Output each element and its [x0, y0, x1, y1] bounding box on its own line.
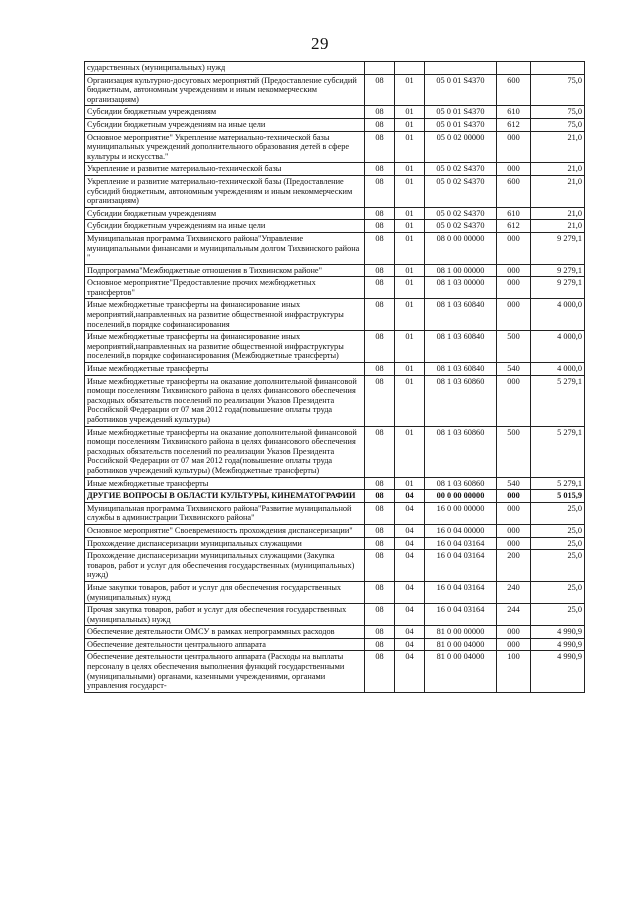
cell-section: 08	[365, 131, 395, 163]
cell-name: Субсидии бюджетным учреждениям на иные цели	[85, 220, 365, 233]
cell-amount	[531, 62, 585, 75]
cell-subsection: 01	[395, 375, 425, 426]
cell-section: 08	[365, 426, 395, 477]
cell-name: Муниципальная программа Тихвинского района"Управление муниципальными финансами и муниципальным долгом Тихвинского района "	[85, 232, 365, 264]
cell-target-article: 81 0 00 04000	[425, 651, 497, 692]
cell-expense-type: 540	[497, 363, 531, 376]
cell-target-article: 81 0 00 00000	[425, 626, 497, 639]
cell-name: Обеспечение деятельности центрального аппарата	[85, 638, 365, 651]
cell-name: Иные межбюджетные трансферты на оказание дополнительной финансовой помощи поселениям Тихвинского района в целях финансового обеспечения расходных обязательств поселений по реализации Указов Президента Российской Федерации от 07 мая 2012 года(повышение оплаты труда работников учреждений культуры)	[85, 375, 365, 426]
cell-amount: 21,0	[531, 207, 585, 220]
cell-expense-type: 000	[497, 277, 531, 299]
cell-section: 08	[365, 118, 395, 131]
cell-section: 08	[365, 651, 395, 692]
cell-section: 08	[365, 490, 395, 503]
cell-subsection	[395, 62, 425, 75]
cell-subsection: 04	[395, 626, 425, 639]
cell-target-article: 08 1 03 60840	[425, 363, 497, 376]
table-row	[85, 74, 585, 106]
table-row	[85, 524, 585, 537]
cell-amount: 25,0	[531, 604, 585, 626]
cell-expense-type: 000	[497, 502, 531, 524]
table-row	[85, 375, 585, 426]
cell-expense-type: 240	[497, 581, 531, 603]
cell-amount: 21,0	[531, 131, 585, 163]
cell-expense-type	[497, 62, 531, 75]
cell-amount: 5 279,1	[531, 426, 585, 477]
cell-subsection: 01	[395, 131, 425, 163]
cell-target-article: 08 1 00 00000	[425, 264, 497, 277]
cell-name: Основное мероприятие"Предоставление прочих межбюджетных трансфертов"	[85, 277, 365, 299]
cell-expense-type: 244	[497, 604, 531, 626]
cell-amount: 21,0	[531, 175, 585, 207]
cell-expense-type: 612	[497, 220, 531, 233]
cell-expense-type: 000	[497, 638, 531, 651]
cell-section: 08	[365, 581, 395, 603]
cell-amount: 9 279,1	[531, 264, 585, 277]
table-row	[85, 62, 585, 75]
cell-target-article: 16 0 04 03164	[425, 581, 497, 603]
cell-expense-type: 000	[497, 264, 531, 277]
cell-expense-type: 610	[497, 106, 531, 119]
cell-amount: 25,0	[531, 537, 585, 550]
cell-name: Прохождение диспансеризации муниципальных служащими (Закупка товаров, работ и услуг для обеспечения государственных (муниципальных) нужд)	[85, 550, 365, 582]
cell-section: 08	[365, 638, 395, 651]
cell-subsection: 04	[395, 638, 425, 651]
cell-subsection: 01	[395, 175, 425, 207]
cell-section: 08	[365, 220, 395, 233]
cell-expense-type: 540	[497, 477, 531, 490]
cell-target-article: 05 0 02 S4370	[425, 163, 497, 176]
cell-subsection: 04	[395, 524, 425, 537]
cell-target-article: 08 1 03 00000	[425, 277, 497, 299]
cell-section: 08	[365, 232, 395, 264]
cell-section: 08	[365, 163, 395, 176]
cell-target-article: 16 0 04 03164	[425, 604, 497, 626]
cell-expense-type: 100	[497, 651, 531, 692]
cell-section: 08	[365, 207, 395, 220]
cell-subsection: 01	[395, 118, 425, 131]
cell-name: Подпрограмма"Межбюджетные отношения в Тихвинском районе"	[85, 264, 365, 277]
cell-expense-type: 610	[497, 207, 531, 220]
cell-amount: 25,0	[531, 581, 585, 603]
cell-section: 08	[365, 299, 395, 331]
cell-amount: 4 000,0	[531, 331, 585, 363]
cell-amount: 4 000,0	[531, 363, 585, 376]
cell-target-article: 16 0 00 00000	[425, 502, 497, 524]
cell-name: Иные межбюджетные трансферты на финансирование иных мероприятий,направленных на развитие общественной инфраструктуры поселений,в порядке софинансирования (Межбюджетные трансферты)	[85, 331, 365, 363]
cell-expense-type: 000	[497, 490, 531, 503]
cell-target-article: 05 0 02 S4370	[425, 220, 497, 233]
cell-expense-type: 200	[497, 550, 531, 582]
cell-section: 08	[365, 277, 395, 299]
cell-amount: 75,0	[531, 106, 585, 119]
cell-subsection: 01	[395, 74, 425, 106]
cell-subsection: 01	[395, 299, 425, 331]
cell-expense-type: 612	[497, 118, 531, 131]
cell-name: сударственных (муниципальных) нужд	[85, 62, 365, 75]
table-row	[85, 220, 585, 233]
cell-target-article: 08 1 03 60860	[425, 477, 497, 490]
cell-section: 08	[365, 524, 395, 537]
cell-section: 08	[365, 175, 395, 207]
table-row	[85, 331, 585, 363]
cell-target-article: 05 0 01 S4370	[425, 118, 497, 131]
cell-target-article: 81 0 00 04000	[425, 638, 497, 651]
cell-subsection: 04	[395, 502, 425, 524]
cell-expense-type: 000	[497, 232, 531, 264]
cell-name: Укрепление и развитие материально-технической базы	[85, 163, 365, 176]
cell-section: 08	[365, 363, 395, 376]
cell-subsection: 04	[395, 581, 425, 603]
table-row	[85, 207, 585, 220]
cell-section: 08	[365, 537, 395, 550]
cell-subsection: 01	[395, 331, 425, 363]
cell-expense-type: 600	[497, 175, 531, 207]
cell-target-article: 08 1 03 60840	[425, 299, 497, 331]
table-row	[85, 299, 585, 331]
cell-expense-type: 000	[497, 524, 531, 537]
cell-name: Основное мероприятие" Своевременность прохождения диспансеризации"	[85, 524, 365, 537]
cell-section: 08	[365, 331, 395, 363]
cell-section: 08	[365, 106, 395, 119]
cell-expense-type: 600	[497, 74, 531, 106]
cell-amount: 5 015,9	[531, 490, 585, 503]
cell-section: 08	[365, 502, 395, 524]
cell-amount: 25,0	[531, 524, 585, 537]
table-row	[85, 363, 585, 376]
cell-subsection: 01	[395, 106, 425, 119]
cell-target-article: 08 1 03 60860	[425, 375, 497, 426]
cell-subsection: 01	[395, 477, 425, 490]
cell-target-article: 08 1 03 60840	[425, 331, 497, 363]
cell-section: 08	[365, 375, 395, 426]
cell-target-article: 16 0 04 00000	[425, 524, 497, 537]
cell-amount: 25,0	[531, 502, 585, 524]
cell-subsection: 04	[395, 490, 425, 503]
cell-name: Иные закупки товаров, работ и услуг для обеспечения государственных (муниципальных) нужд	[85, 581, 365, 603]
cell-name: Прочая закупка товаров, работ и услуг для обеспечения государственных (муниципальных) нужд	[85, 604, 365, 626]
table-row	[85, 106, 585, 119]
table-row	[85, 490, 585, 503]
table-row	[85, 175, 585, 207]
cell-name: Иные межбюджетные трансферты	[85, 363, 365, 376]
table-row	[85, 163, 585, 176]
cell-expense-type: 000	[497, 537, 531, 550]
table-row	[85, 277, 585, 299]
budget-table	[84, 61, 585, 693]
table-row	[85, 581, 585, 603]
cell-name: Иные межбюджетные трансферты	[85, 477, 365, 490]
cell-subsection: 01	[395, 232, 425, 264]
cell-name: Обеспечение деятельности ОМСУ в рамках непрограммных расходов	[85, 626, 365, 639]
cell-amount: 21,0	[531, 220, 585, 233]
cell-amount: 5 279,1	[531, 375, 585, 426]
cell-amount: 4 990,9	[531, 638, 585, 651]
table-row	[85, 537, 585, 550]
cell-expense-type: 000	[497, 375, 531, 426]
cell-name: Основное мероприятие" Укрепление материально-технической базы муниципальных учреждений дополнительного образования детей в сфере культуры и искусства."	[85, 131, 365, 163]
table-row	[85, 232, 585, 264]
table-row	[85, 550, 585, 582]
cell-subsection: 01	[395, 363, 425, 376]
cell-name: Муниципальная программа Тихвинского района"Развитие муниципальной службы в администрации Тихвинского района"	[85, 502, 365, 524]
cell-expense-type: 000	[497, 626, 531, 639]
cell-subsection: 04	[395, 537, 425, 550]
table-row	[85, 264, 585, 277]
cell-name: Прохождение диспансеризации муниципальных служащими	[85, 537, 365, 550]
budget-table-body	[85, 62, 585, 693]
cell-name: Обеспечение деятельности центрального аппарата (Расходы на выплаты персоналу в целях обеспечения выполнения функций государственными (муниципальными) органами, казенными учреждениями, органами управления государст-	[85, 651, 365, 692]
table-row	[85, 638, 585, 651]
cell-section	[365, 62, 395, 75]
cell-subsection: 01	[395, 207, 425, 220]
cell-amount: 75,0	[531, 74, 585, 106]
table-row	[85, 118, 585, 131]
cell-target-article: 08 0 00 00000	[425, 232, 497, 264]
cell-name: Субсидии бюджетным учреждениям	[85, 207, 365, 220]
cell-subsection: 01	[395, 163, 425, 176]
cell-amount: 4 990,9	[531, 626, 585, 639]
cell-target-article: 16 0 04 03164	[425, 537, 497, 550]
cell-name: Иные межбюджетные трансферты на финансирование иных мероприятий,направленных на развитие общественной инфраструктуры поселений,в порядке софинансирования	[85, 299, 365, 331]
cell-name: Организация культурно-досуговых мероприятий (Предоставление субсидий бюджетным, автономным учреждениям и иным некоммерческим организациям)	[85, 74, 365, 106]
cell-target-article: 05 0 01 S4370	[425, 106, 497, 119]
cell-expense-type: 500	[497, 426, 531, 477]
cell-target-article	[425, 62, 497, 75]
cell-name: Субсидии бюджетным учреждениям на иные цели	[85, 118, 365, 131]
cell-section: 08	[365, 604, 395, 626]
cell-subsection: 04	[395, 550, 425, 582]
cell-name: Субсидии бюджетным учреждениям	[85, 106, 365, 119]
cell-name: ДРУГИЕ ВОПРОСЫ В ОБЛАСТИ КУЛЬТУРЫ, КИНЕМАТОГРАФИИ	[85, 490, 365, 503]
cell-section: 08	[365, 550, 395, 582]
cell-amount: 9 279,1	[531, 232, 585, 264]
cell-expense-type: 000	[497, 131, 531, 163]
cell-subsection: 01	[395, 277, 425, 299]
cell-target-article: 08 1 03 60860	[425, 426, 497, 477]
table-row	[85, 651, 585, 692]
table-row	[85, 604, 585, 626]
table-row	[85, 426, 585, 477]
cell-amount: 21,0	[531, 163, 585, 176]
cell-target-article: 16 0 04 03164	[425, 550, 497, 582]
cell-section: 08	[365, 477, 395, 490]
cell-section: 08	[365, 626, 395, 639]
cell-subsection: 01	[395, 426, 425, 477]
cell-target-article: 05 0 02 S4370	[425, 175, 497, 207]
cell-subsection: 04	[395, 651, 425, 692]
table-row	[85, 477, 585, 490]
cell-target-article: 05 0 02 S4370	[425, 207, 497, 220]
cell-subsection: 01	[395, 264, 425, 277]
cell-expense-type: 000	[497, 163, 531, 176]
cell-section: 08	[365, 74, 395, 106]
cell-target-article: 05 0 02 00000	[425, 131, 497, 163]
cell-amount: 75,0	[531, 118, 585, 131]
table-row	[85, 131, 585, 163]
table-row	[85, 502, 585, 524]
cell-subsection: 01	[395, 220, 425, 233]
page-number: 29	[311, 34, 329, 53]
cell-name: Иные межбюджетные трансферты на оказание дополнительной финансовой помощи поселениям Тихвинского района в целях финансового обеспечения расходных обязательств поселений по реализации Указов Президента Российской Федерации от 07 мая 2012 года(повышение оплаты труда работников учреждений культуры) (Межбюджетные трансферты)	[85, 426, 365, 477]
cell-expense-type: 500	[497, 331, 531, 363]
cell-subsection: 04	[395, 604, 425, 626]
cell-amount: 4 990,9	[531, 651, 585, 692]
cell-target-article: 05 0 01 S4370	[425, 74, 497, 106]
table-row	[85, 626, 585, 639]
cell-amount: 5 279,1	[531, 477, 585, 490]
cell-expense-type: 000	[497, 299, 531, 331]
cell-amount: 4 000,0	[531, 299, 585, 331]
cell-amount: 9 279,1	[531, 277, 585, 299]
cell-amount: 25,0	[531, 550, 585, 582]
cell-name: Укрепление и развитие материально-технической базы (Предоставление субсидий бюджетным, автономным учреждениям и иным некоммерческим организациям)	[85, 175, 365, 207]
cell-target-article: 00 0 00 00000	[425, 490, 497, 503]
cell-section: 08	[365, 264, 395, 277]
